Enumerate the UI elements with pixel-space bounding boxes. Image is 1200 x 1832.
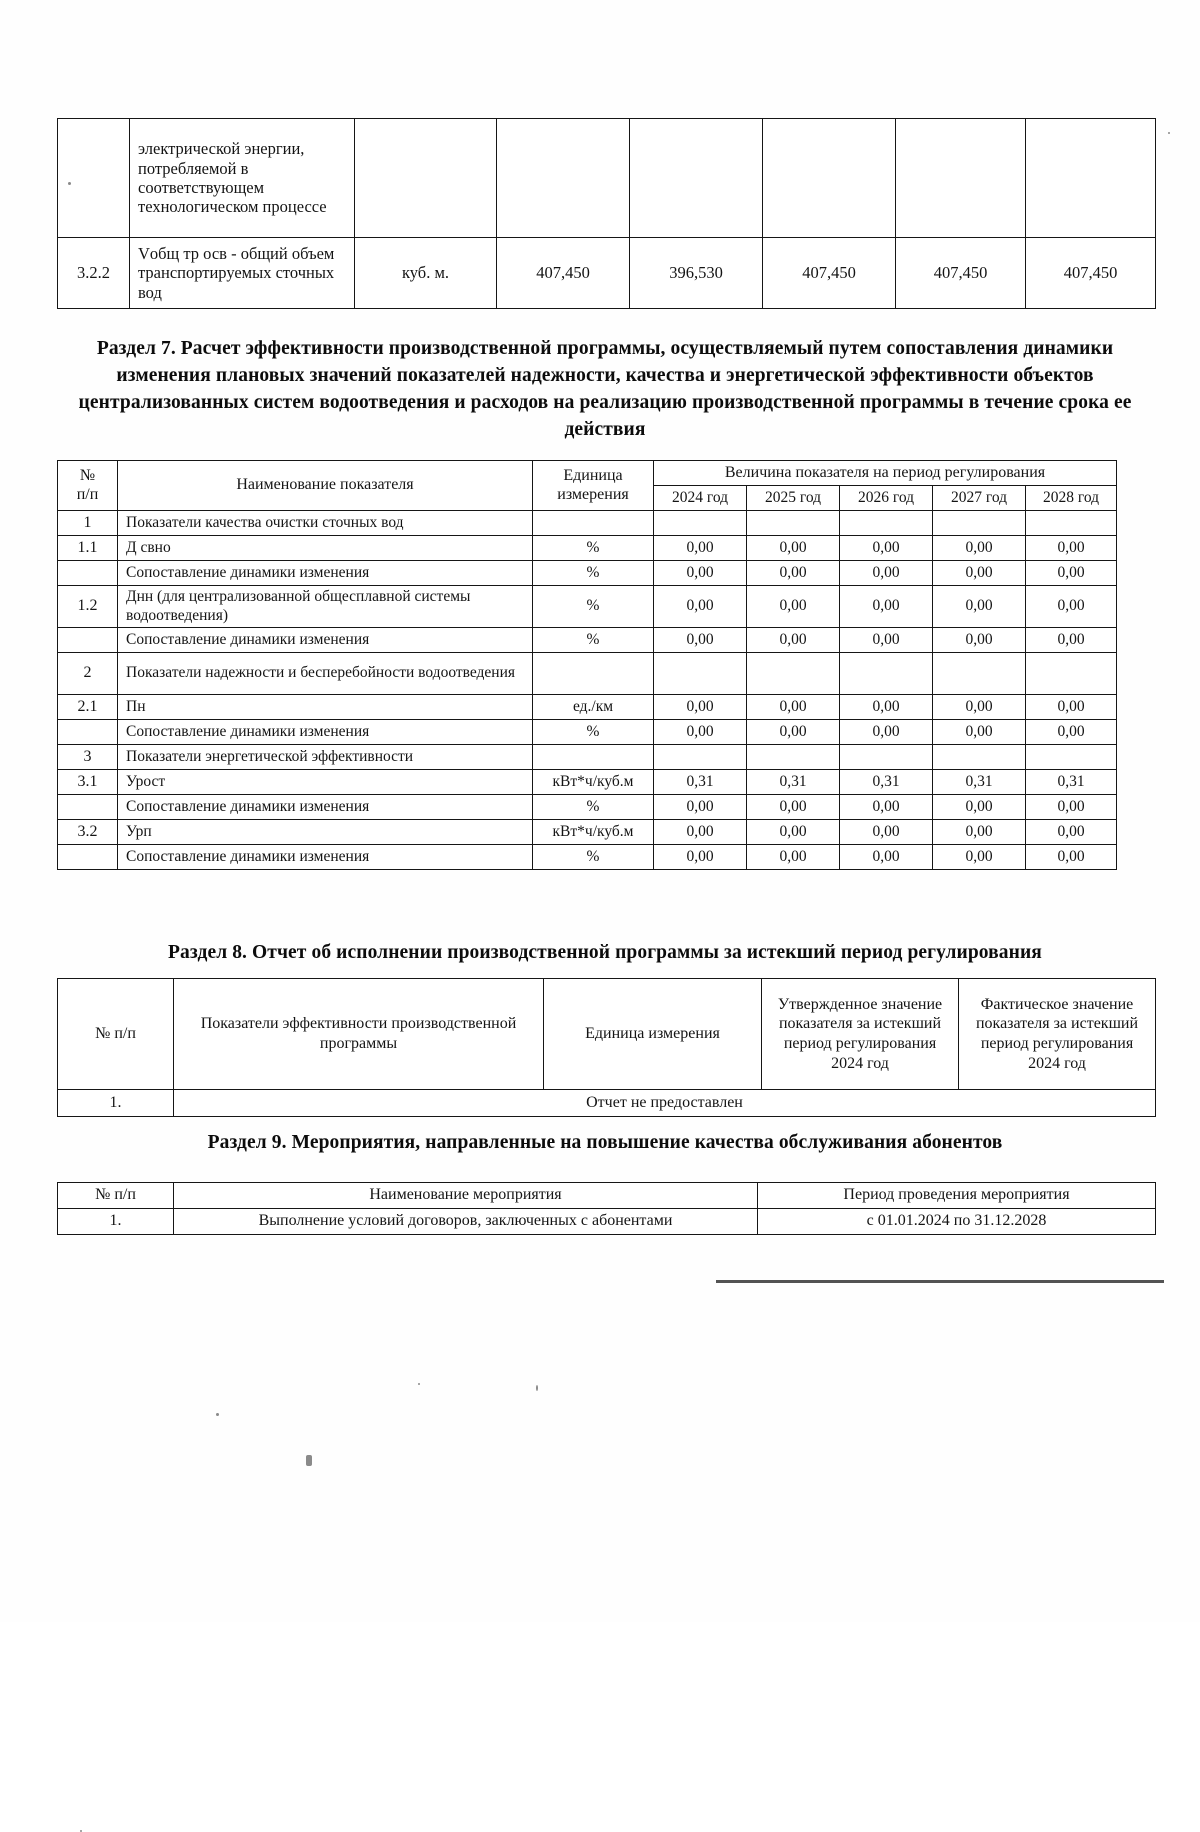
row-unit: кВт*ч/куб.м: [533, 770, 654, 795]
row-unit: [533, 511, 654, 536]
row-measure-name: Выполнение условий договоров, заключенных с абонентами: [174, 1208, 758, 1234]
row-indicator-name: Урп: [118, 820, 533, 845]
table-row: [58, 795, 1117, 820]
header-unit-line1: Единица: [563, 466, 623, 484]
row-value-2028: 0,00: [1026, 536, 1117, 561]
scan-speck: [418, 1383, 420, 1385]
table-row: [58, 628, 1117, 653]
row-value-2025: 0,00: [747, 561, 840, 586]
row-value-2028: [1026, 653, 1117, 695]
header-indicator-name: Наименование показателя: [118, 461, 533, 511]
row-unit: [533, 745, 654, 770]
row-value-2028: [1026, 511, 1117, 536]
row-value-2028: 0,00: [1026, 795, 1117, 820]
row-unit: ед./км: [533, 695, 654, 720]
row-value-2024: 0,00: [654, 561, 747, 586]
row-index: [58, 795, 118, 820]
scan-edge-artifact: [716, 1280, 1164, 1283]
row-unit: %: [533, 561, 654, 586]
header-indicators: Показатели эффективности производственной программы: [174, 979, 544, 1090]
row-unit: [533, 653, 654, 695]
row-value-2027: 407,450: [896, 238, 1026, 309]
row-value-2026: 0,00: [840, 561, 933, 586]
row-unit: %: [533, 795, 654, 820]
header-actual-value: Фактическое значение показателя за истекший период регулирования 2024 год: [959, 979, 1156, 1090]
table-header-row: [58, 461, 1117, 486]
row-unit: %: [533, 845, 654, 870]
row-name: электрической энергии, потребляемой в соответствующем технологическом процессе: [130, 119, 355, 238]
row-value-2025: 396,530: [630, 238, 763, 309]
row-measure-period: с 01.01.2024 по 31.12.2028: [758, 1208, 1156, 1234]
header-no: № п/п: [58, 1183, 174, 1209]
scan-speck: [536, 1385, 538, 1391]
row-index: 1.: [58, 1090, 174, 1117]
row-value-2024: 0,00: [654, 720, 747, 745]
section-7-heading: Раздел 7. Расчет эффективности производственной программы, осуществляемый путем сопоставления динамики изменения плановых значений показателей надежности, качества и энергетической эффективности объектов централизованных систем водоотведения и расходов на реализацию производственной программы в течение срока ее действия: [78, 338, 1132, 440]
scan-speck: [216, 1413, 219, 1416]
table-row: [58, 561, 1117, 586]
header-no-line2: п/п: [76, 485, 99, 503]
row-value-2028: [1026, 745, 1117, 770]
row-value-2028: 407,450: [1026, 238, 1156, 309]
section-8-heading: Раздел 8. Отчет об исполнении производственной программы за истекший период регулирования: [168, 942, 1042, 963]
table-row: [58, 820, 1117, 845]
header-unit-line2: измерения: [557, 485, 629, 503]
header-no-line1: №: [79, 466, 96, 484]
table-row: [58, 845, 1117, 870]
row-indicator-name: Сопоставление динамики изменения: [118, 845, 533, 870]
row-index: 3.2.2: [58, 238, 130, 309]
row-value-2025: 0,00: [747, 795, 840, 820]
row-indicator-name: Пн: [118, 695, 533, 720]
header-year-2028: 2028 год: [1026, 486, 1117, 511]
table-row: [58, 1090, 1156, 1117]
table-row: [58, 511, 1117, 536]
row-value-2024: [497, 119, 630, 238]
row-value-2024: 0,00: [654, 628, 747, 653]
row-value-2026: [840, 653, 933, 695]
header-measure-name: Наименование мероприятия: [174, 1183, 758, 1209]
row-value-2028: 0,00: [1026, 845, 1117, 870]
row-index: [58, 561, 118, 586]
row-value-2026: 0,00: [840, 795, 933, 820]
row-value-2027: 0,00: [933, 628, 1026, 653]
header-year-2027: 2027 год: [933, 486, 1026, 511]
row-unit: кВт*ч/куб.м: [533, 820, 654, 845]
row-value-2025: 0,00: [747, 845, 840, 870]
header-approved-value: Утвержденное значение показателя за истекший период регулирования 2024 год: [762, 979, 959, 1090]
table-row: [58, 770, 1117, 795]
row-value-2026: [763, 119, 896, 238]
row-indicator-name: Сопоставление динамики изменения: [118, 561, 533, 586]
row-value-2026: 407,450: [763, 238, 896, 309]
row-value-2026: [840, 745, 933, 770]
scan-speck: [1168, 132, 1170, 134]
row-value-2024: 407,450: [497, 238, 630, 309]
table-row: [58, 695, 1117, 720]
row-value-2024: 0,00: [654, 845, 747, 870]
row-value-2027: [933, 745, 1026, 770]
table-row: [58, 1208, 1156, 1234]
row-index: 1.1: [58, 536, 118, 561]
row-indicator-name: Показатели надежности и бесперебойности водоотведения: [118, 653, 533, 695]
header-no: [58, 461, 118, 511]
row-value-2025: [747, 745, 840, 770]
row-value-2024: [654, 511, 747, 536]
row-value-2024: 0,31: [654, 770, 747, 795]
header-year-2025: 2025 год: [747, 486, 840, 511]
row-name: Vобщ тр осв - общий объем транспортируемых сточных вод: [130, 238, 355, 309]
row-value-2025: [747, 653, 840, 695]
row-value-2025: [630, 119, 763, 238]
row-value-2025: 0,00: [747, 695, 840, 720]
row-value-2027: 0,00: [933, 586, 1026, 628]
row-unit: куб. м.: [355, 238, 497, 309]
table-row: [58, 119, 1156, 238]
header-unit: Единица измерения: [544, 979, 762, 1090]
row-value-2026: [840, 511, 933, 536]
continued-indicators-table: [57, 118, 1156, 309]
table-row: [58, 536, 1117, 561]
header-period-group: Величина показателя на период регулирования: [654, 461, 1117, 486]
row-value-2024: 0,00: [654, 695, 747, 720]
row-value-2026: 0,00: [840, 695, 933, 720]
row-value-2026: 0,00: [840, 628, 933, 653]
row-indicator-name: Сопоставление динамики изменения: [118, 720, 533, 745]
header-year-2026: 2026 год: [840, 486, 933, 511]
row-index: 2.1: [58, 695, 118, 720]
row-indicator-name: Сопоставление динамики изменения: [118, 795, 533, 820]
row-value-2024: 0,00: [654, 795, 747, 820]
row-value-2028: 0,00: [1026, 586, 1117, 628]
row-value-2025: [747, 511, 840, 536]
row-value-2026: 0,00: [840, 845, 933, 870]
row-indicator-name: Показатели энергетической эффективности: [118, 745, 533, 770]
row-value-2028: 0,00: [1026, 628, 1117, 653]
row-value-2028: [1026, 119, 1156, 238]
row-value-2027: 0,31: [933, 770, 1026, 795]
table-header-row: [58, 979, 1156, 1090]
row-value-2028: 0,00: [1026, 720, 1117, 745]
header-year-2024: 2024 год: [654, 486, 747, 511]
row-index: 1.: [58, 1208, 174, 1234]
table-header-row: [58, 1183, 1156, 1209]
row-value-2027: 0,00: [933, 536, 1026, 561]
row-value-2025: 0,31: [747, 770, 840, 795]
row-value-2027: [896, 119, 1026, 238]
row-value-2025: 0,00: [747, 536, 840, 561]
row-report-status: Отчет не предоставлен: [174, 1090, 1156, 1117]
row-value-2028: 0,31: [1026, 770, 1117, 795]
row-value-2025: 0,00: [747, 586, 840, 628]
row-value-2027: 0,00: [933, 845, 1026, 870]
row-value-2024: 0,00: [654, 820, 747, 845]
table-row: [58, 238, 1156, 309]
section-7-efficiency-table: [57, 460, 1117, 870]
table-row: [58, 720, 1117, 745]
row-unit: [355, 119, 497, 238]
row-value-2026: 0,31: [840, 770, 933, 795]
row-value-2026: 0,00: [840, 820, 933, 845]
row-unit: %: [533, 586, 654, 628]
row-indicator-name: Сопоставление динамики изменения: [118, 628, 533, 653]
row-value-2024: [654, 653, 747, 695]
row-index: 3: [58, 745, 118, 770]
row-value-2025: 0,00: [747, 628, 840, 653]
section-8-report-table: [57, 978, 1156, 1117]
table-row: [58, 745, 1117, 770]
row-index: 1.2: [58, 586, 118, 628]
section-9-heading: Раздел 9. Мероприятия, направленные на повышение качества обслуживания абонентов: [207, 1132, 1003, 1153]
header-measure-period: Период проведения мероприятия: [758, 1183, 1156, 1209]
row-value-2027: [933, 653, 1026, 695]
row-value-2026: 0,00: [840, 720, 933, 745]
row-value-2024: [654, 745, 747, 770]
row-value-2026: 0,00: [840, 586, 933, 628]
row-index: 3.2: [58, 820, 118, 845]
row-value-2027: [933, 511, 1026, 536]
row-value-2028: 0,00: [1026, 820, 1117, 845]
header-no: № п/п: [58, 979, 174, 1090]
row-unit: %: [533, 720, 654, 745]
row-value-2026: 0,00: [840, 536, 933, 561]
table-row: [58, 586, 1117, 628]
row-indicator-name: Показатели качества очистки сточных вод: [118, 511, 533, 536]
row-value-2025: 0,00: [747, 820, 840, 845]
row-index: [58, 845, 118, 870]
row-value-2028: 0,00: [1026, 695, 1117, 720]
row-unit: %: [533, 536, 654, 561]
row-value-2024: 0,00: [654, 536, 747, 561]
row-value-2027: 0,00: [933, 720, 1026, 745]
scan-speck: [306, 1455, 312, 1466]
row-value-2024: 0,00: [654, 586, 747, 628]
row-index: 2: [58, 653, 118, 695]
row-index: [58, 628, 118, 653]
row-indicator-name: Днн (для централизованной общесплавной системы водоотведения): [118, 586, 533, 628]
row-value-2027: 0,00: [933, 695, 1026, 720]
row-index: 3.1: [58, 770, 118, 795]
table-row: [58, 653, 1117, 695]
row-value-2028: 0,00: [1026, 561, 1117, 586]
row-value-2025: 0,00: [747, 720, 840, 745]
row-index: [58, 720, 118, 745]
row-unit: %: [533, 628, 654, 653]
row-value-2027: 0,00: [933, 561, 1026, 586]
section-9-measures-table: [57, 1182, 1156, 1235]
row-value-2027: 0,00: [933, 795, 1026, 820]
row-index: [58, 119, 130, 238]
row-indicator-name: Д свно: [118, 536, 533, 561]
header-unit: [533, 461, 654, 511]
row-value-2027: 0,00: [933, 820, 1026, 845]
row-index: 1: [58, 511, 118, 536]
row-indicator-name: Урост: [118, 770, 533, 795]
